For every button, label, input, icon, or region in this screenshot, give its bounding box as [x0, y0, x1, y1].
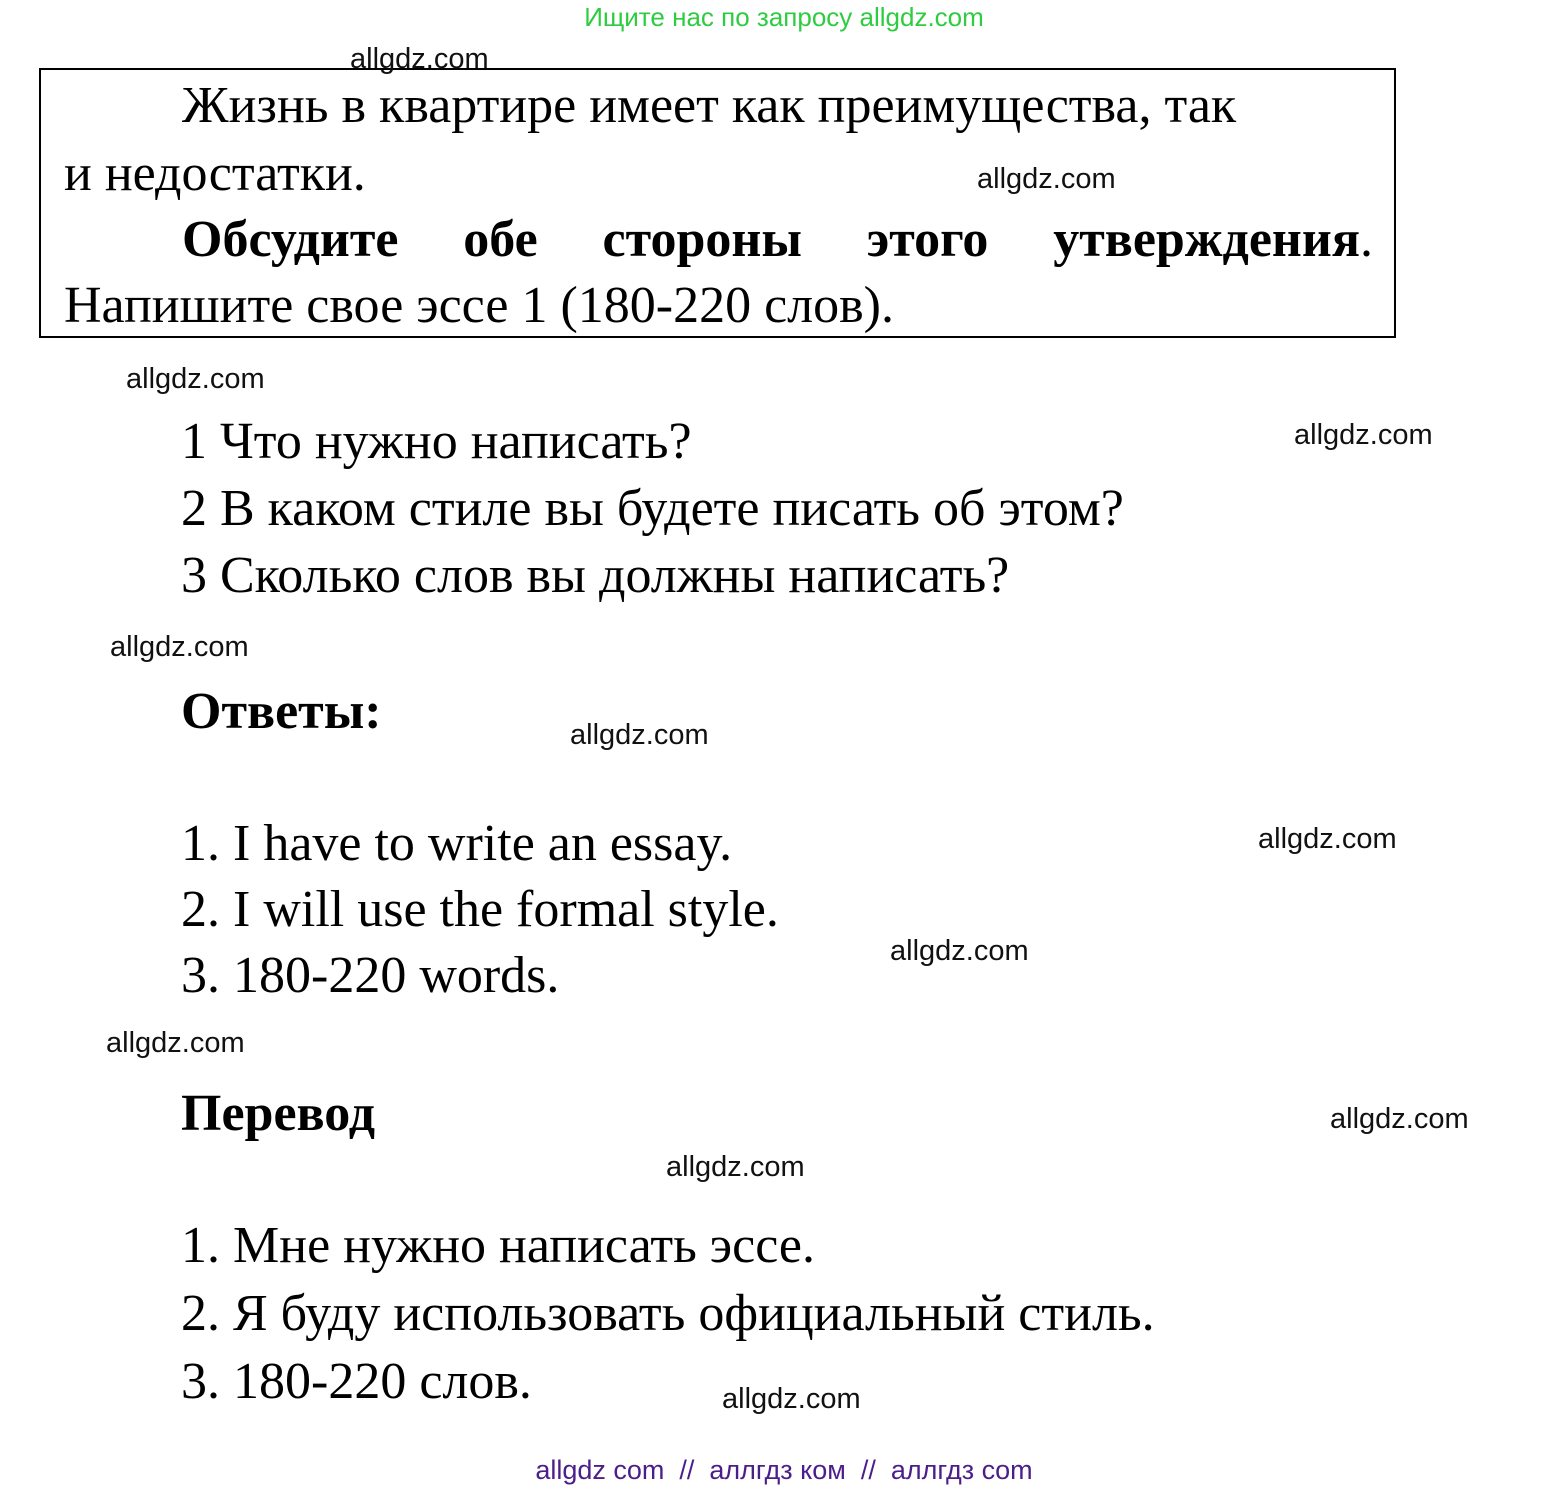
question-3: 3 Сколько слов вы должны написать? — [181, 547, 1010, 604]
watermark: allgdz.com — [722, 1383, 861, 1415]
task-line-4: Напишите свое эссе 1 (180-220 слов). — [64, 277, 894, 334]
question-1: 1 Что нужно написать? — [181, 413, 692, 470]
translation-1: 1. Мне нужно написать эссе. — [181, 1217, 816, 1274]
task-line-2: и недостатки. — [64, 145, 366, 202]
task-word: Обсудите — [182, 211, 399, 268]
task-period: . — [1359, 211, 1373, 268]
answer-2: 2. I will use the formal style. — [181, 881, 779, 938]
task-word: утверждения — [1053, 211, 1360, 268]
watermark: allgdz.com — [350, 43, 489, 75]
answer-1: 1. I have to write an essay. — [181, 815, 733, 872]
answers-heading: Ответы: — [181, 683, 382, 740]
watermark: allgdz.com — [890, 935, 1029, 967]
task-box — [39, 68, 1396, 338]
translation-3: 3. 180-220 слов. — [181, 1353, 532, 1410]
translation-2: 2. Я буду использовать официальный стиль. — [181, 1285, 1155, 1342]
search-banner: Ищите нас по запросу allgdz.com — [584, 2, 984, 32]
task-word: этого — [866, 211, 989, 268]
task-word-last — [1053, 210, 1373, 270]
watermark: allgdz.com — [1258, 823, 1397, 855]
task-word: стороны — [602, 211, 802, 268]
question-2: 2 В каком стиле вы будете писать об этом? — [181, 480, 1124, 537]
task-line-1: Жизнь в квартире имеет как преимущества, так — [182, 77, 1237, 134]
watermark: allgdz.com — [570, 719, 709, 751]
watermark: allgdz.com — [1294, 419, 1433, 451]
watermark: allgdz.com — [666, 1151, 805, 1183]
footer-watermark: allgdz com // аллгдз ком // аллгдз com — [535, 1455, 1033, 1485]
task-line-3 — [182, 210, 1373, 270]
answer-3: 3. 180-220 words. — [181, 947, 560, 1004]
translation-heading: Перевод — [181, 1085, 376, 1142]
watermark: allgdz.com — [126, 363, 265, 395]
task-word: обе — [463, 211, 538, 268]
watermark: allgdz.com — [110, 631, 249, 663]
watermark: allgdz.com — [977, 163, 1116, 195]
watermark: allgdz.com — [106, 1027, 245, 1059]
watermark: allgdz.com — [1330, 1103, 1469, 1135]
